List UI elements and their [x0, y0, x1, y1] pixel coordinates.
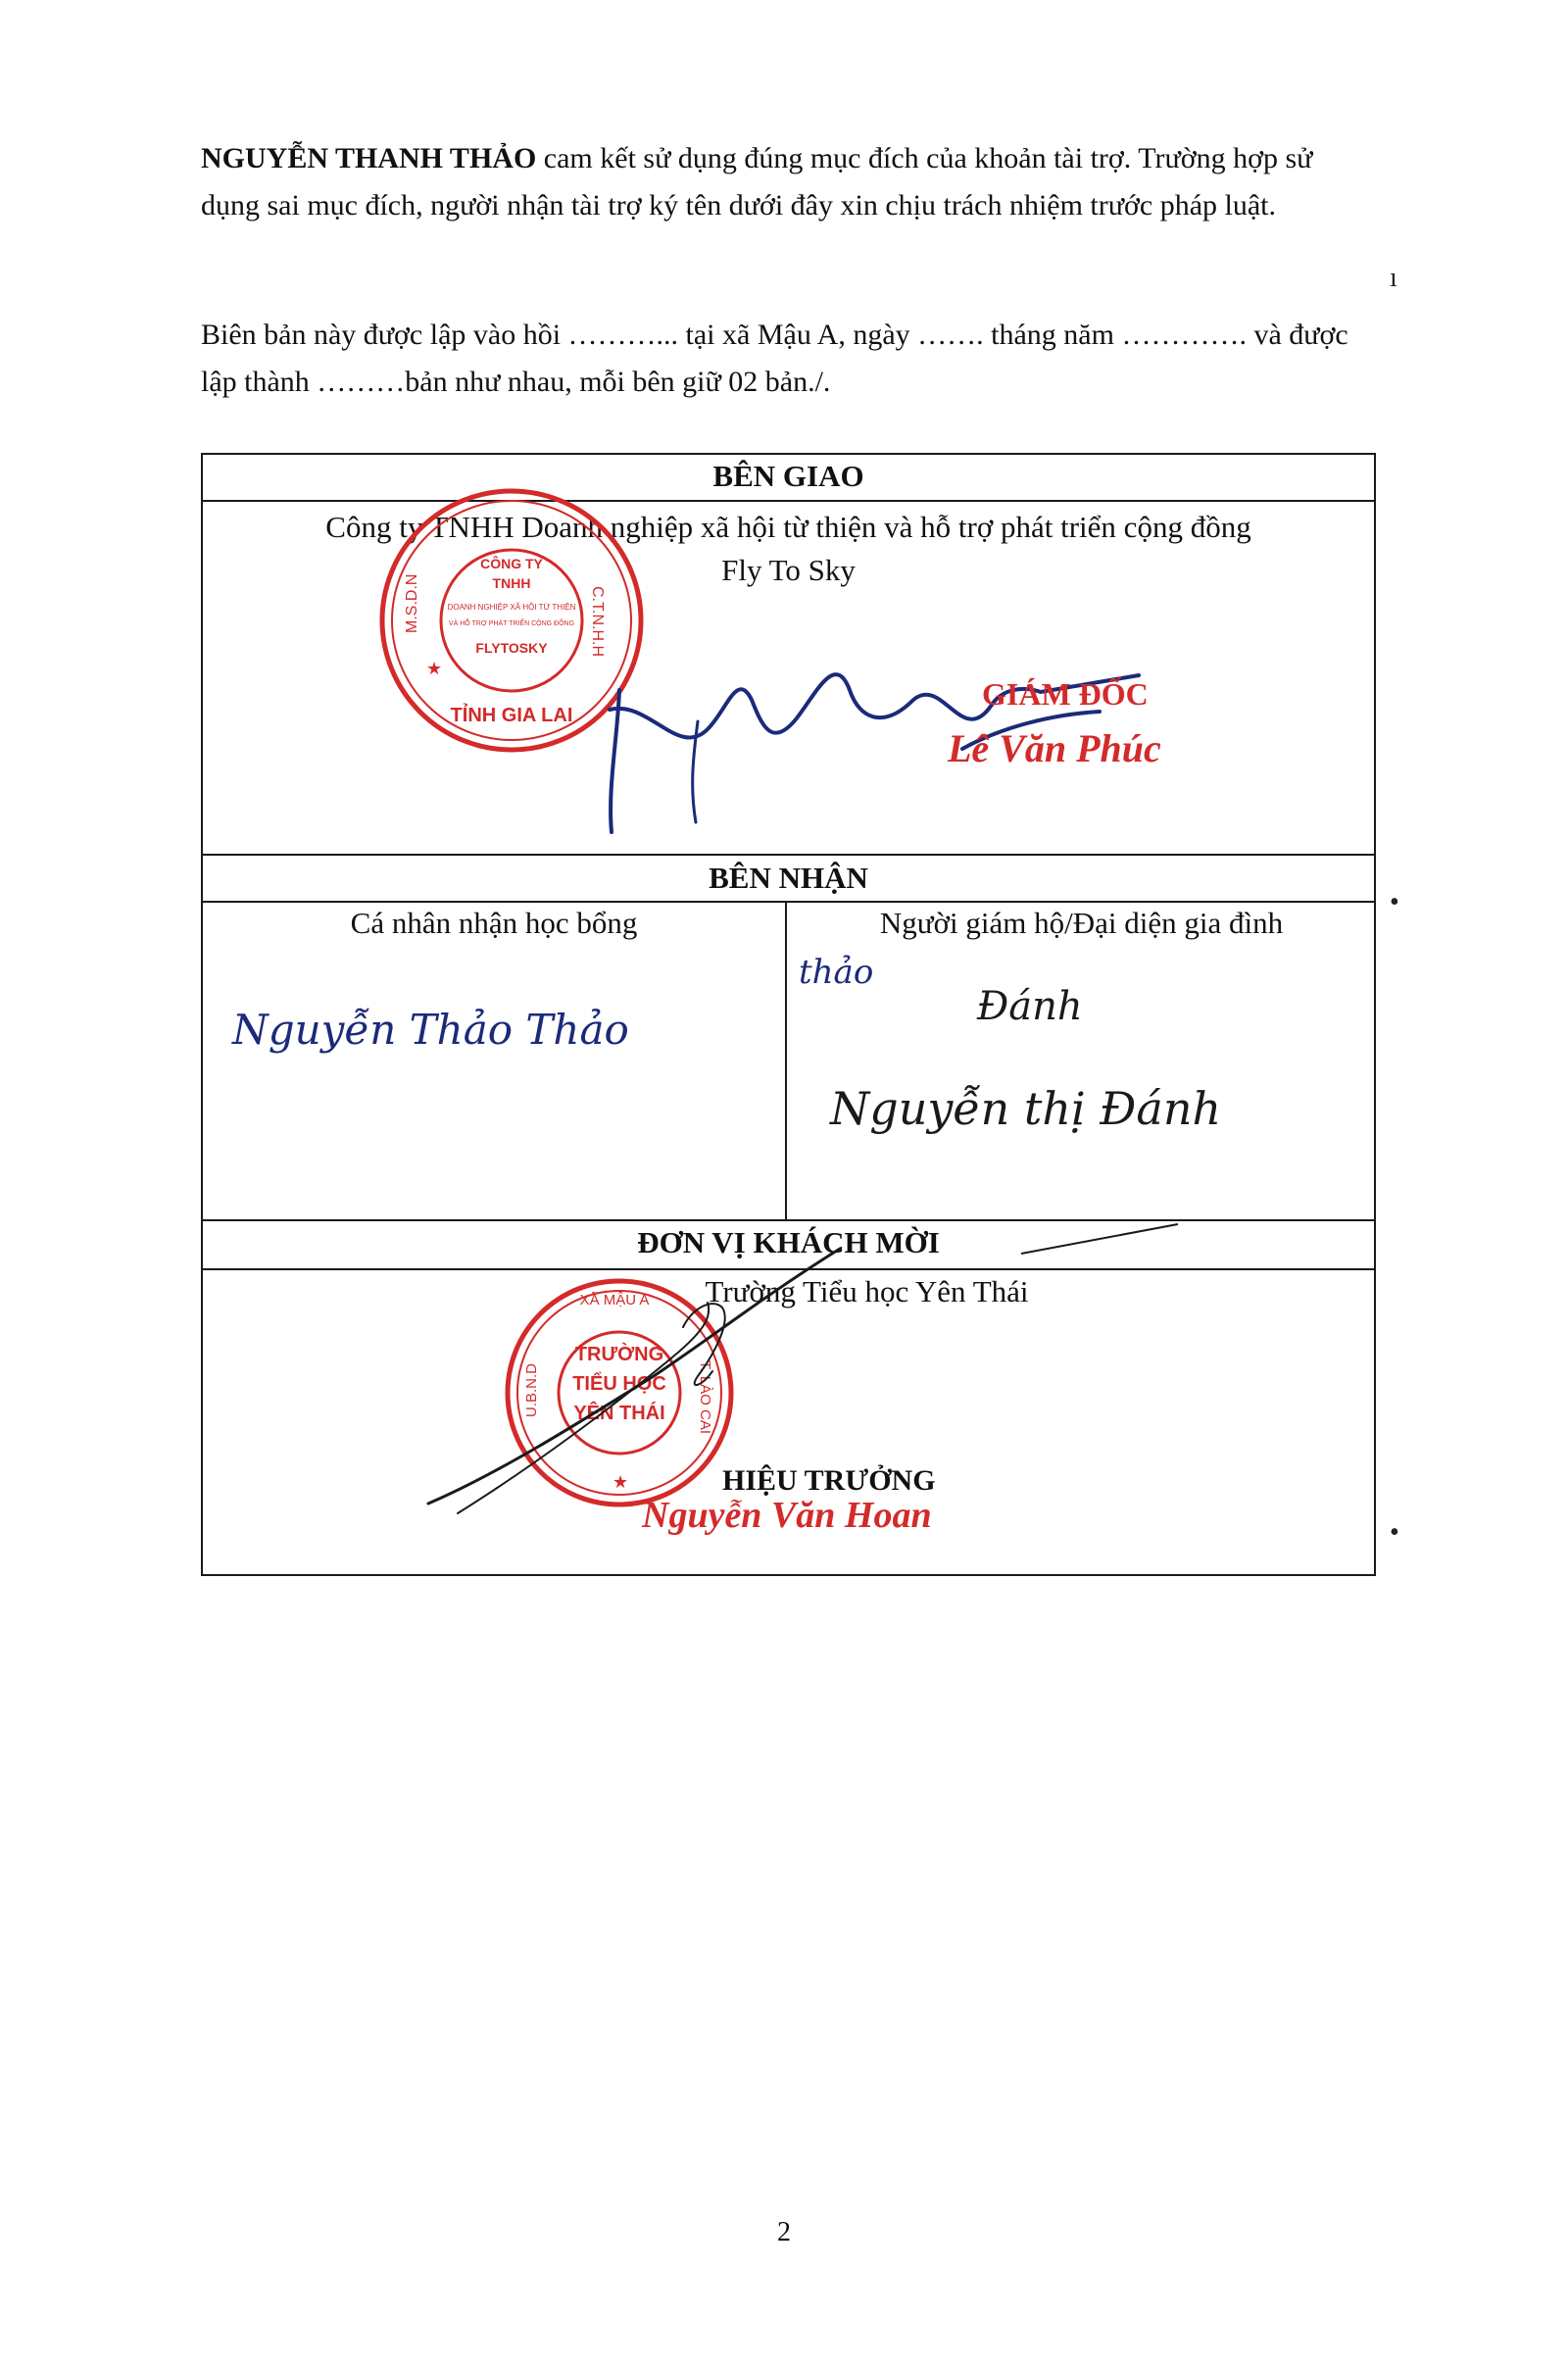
signature-table	[201, 453, 1376, 1576]
director-role: GIÁM ĐỐC	[982, 676, 1149, 712]
divider	[203, 901, 1374, 903]
scan-mark: ı	[1390, 263, 1397, 293]
recipient-name: NGUYỄN THANH THẢO	[201, 142, 537, 174]
page-number: 2	[777, 2217, 791, 2247]
svg-text:CÔNG TY: CÔNG TY	[480, 556, 543, 571]
commitment-paragraph	[201, 135, 1377, 229]
company-name-line2: Fly To Sky	[721, 553, 856, 587]
svg-text:TỈNH GIA LAI: TỈNH GIA LAI	[450, 705, 573, 726]
svg-text:TNHH: TNHH	[492, 575, 531, 591]
ben-nhan-title: BÊN NHẬN	[709, 861, 868, 895]
guardian-signature: Nguyễn thị Đánh	[830, 1082, 1222, 1135]
guest-unit-title: ĐƠN VỊ KHÁCH MỜI	[637, 1225, 940, 1259]
column-divider	[785, 901, 787, 1219]
svg-text:★: ★	[426, 659, 443, 678]
guardian-header: Người giám hộ/Đại diện gia đình	[879, 906, 1284, 940]
recipient-signature: Nguyễn Thảo Thảo	[232, 1006, 629, 1054]
recipient-header: Cá nhân nhận học bổng	[350, 906, 638, 940]
svg-text:XÃ MẬU A: XÃ MẬU A	[579, 1292, 650, 1308]
principal-name: Nguyễn Văn Hoan	[642, 1495, 932, 1536]
svg-text:VÀ HỖ TRỢ PHÁT TRIỂN CỘNG ĐỒNG: VÀ HỖ TRỢ PHÁT TRIỂN CỘNG ĐỒNG	[448, 620, 575, 627]
svg-text:FLYTOSKY: FLYTOSKY	[475, 640, 548, 656]
svg-text:U.B.N.D: U.B.N.D	[523, 1362, 540, 1417]
guardian-sig-short: Đánh	[977, 984, 1083, 1029]
svg-text:DOANH NGHIỆP XÃ HỘI TỪ THIỆN: DOANH NGHIỆP XÃ HỘI TỪ THIỆN	[447, 603, 576, 612]
bullet-mark: •	[1390, 887, 1399, 917]
svg-text:YÊN THÁI: YÊN THÁI	[573, 1403, 665, 1424]
svg-text:T. LÀO CAI: T. LÀO CAI	[697, 1360, 713, 1435]
scan-stroke	[1016, 1219, 1183, 1259]
divider	[203, 854, 1374, 856]
svg-text:TRƯỜNG: TRƯỜNG	[574, 1344, 664, 1365]
company-name-line1: Công ty TNHH Doanh nghiệp xã hội từ thiện và hỗ trợ phát triển cộng đồng	[325, 510, 1251, 544]
svg-text:C.T.N.H.H: C.T.N.H.H	[589, 586, 606, 657]
record-info-paragraph: Biên bản này được lập vào hồi ………... tại xã Mậu A, ngày ……. tháng năm …………. và được lập thành ………bản như nhau, mỗi bên giữ 02 bản./.	[201, 319, 1348, 398]
director-name: Lê Văn Phúc	[948, 726, 1161, 770]
svg-text:M.S.D.N: M.S.D.N	[404, 573, 420, 633]
svg-text:★: ★	[612, 1472, 629, 1492]
recipient-sig-initial: thảo	[799, 953, 874, 992]
principal-role: HIỆU TRƯỞNG	[722, 1464, 936, 1497]
svg-text:TIỂU HỌC: TIỂU HỌC	[572, 1373, 666, 1395]
ben-giao-title: BÊN GIAO	[712, 459, 864, 493]
commitment-text: cam kết sử dụng đúng mục đích của khoản tài trợ. Trường hợp sử dụng sai mục đích, người nhận tài trợ ký tên dưới đây xin chịu trách nhiệm trước pháp luật.	[201, 142, 1313, 222]
bullet-mark: •	[1390, 1517, 1399, 1548]
guest-school-name: Trường Tiểu học Yên Thái	[705, 1274, 1029, 1308]
